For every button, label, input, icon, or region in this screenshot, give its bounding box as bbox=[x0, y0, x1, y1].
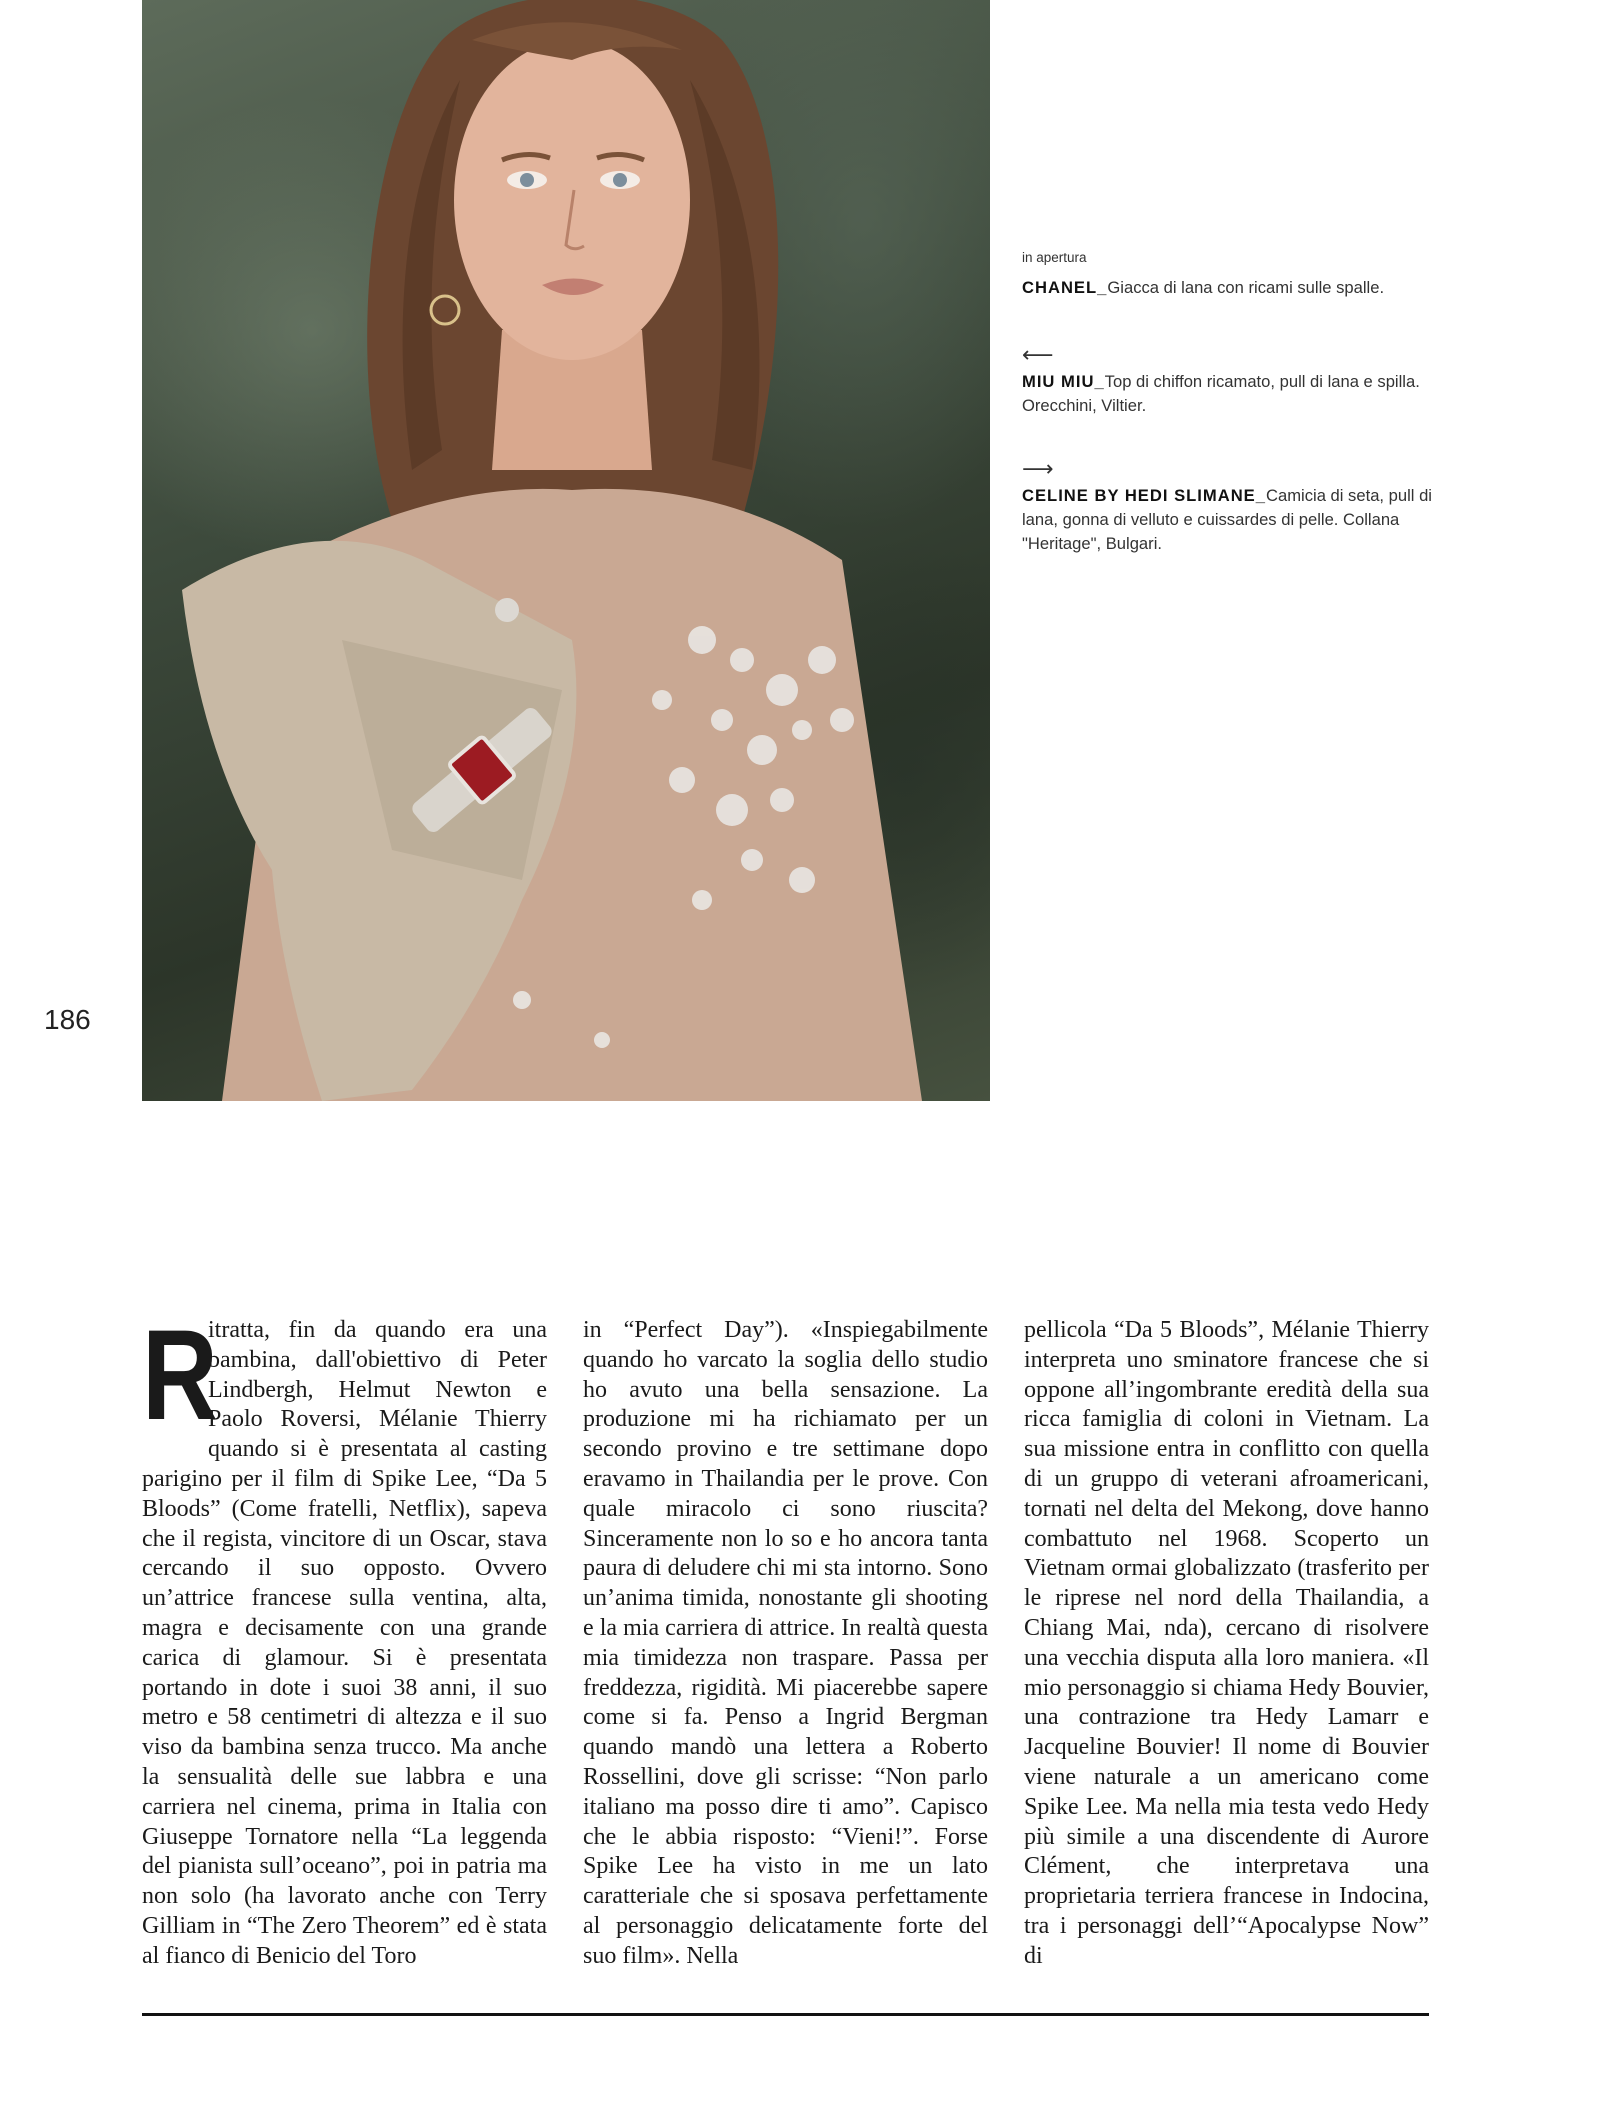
caption-text: Top di chiffon ricamato, pull di lana e spilla. Orecchini, Viltier. bbox=[1022, 372, 1420, 415]
article-column-2 bbox=[583, 1316, 988, 1972]
bottom-rule bbox=[142, 2013, 1429, 2016]
arrow-right-icon: ⟶ bbox=[1022, 456, 1052, 481]
portrait-illustration bbox=[142, 0, 990, 1101]
caption-label: in apertura bbox=[1022, 250, 1087, 265]
article-column-3 bbox=[1024, 1316, 1429, 1972]
caption-brand: MIU MIU_ bbox=[1022, 372, 1105, 391]
caption-brand: CHANEL_ bbox=[1022, 278, 1108, 297]
photo-captions bbox=[1022, 246, 1432, 574]
article-body bbox=[142, 1304, 1429, 1972]
article-column-1 bbox=[142, 1304, 547, 1972]
article-text: itratta, fin da quando era una bambina, dall'obiettivo di Peter Lindbergh, Helmut Newton e Paolo Roversi, Mélanie Thierry quando si è presentata al casting parigino per il film di Spike Lee, “Da 5 Bloods” (Come fratelli, Netflix), sapeva che il regista, vincitore di un Oscar, stava cercando il suo opposto. Ovvero un’attrice francese sulla ventina, alta, magra e decisamente con una grande carica di glamour. Si è presentata portando in dote i suoi 38 anni, il suo metro e 58 centimetri di altezza e il suo viso da bambina senza trucco. Ma anche la sensualità delle sue labbra e una carriera nel cinema, prima in Italia con Giuseppe Tornatore nella “La leggenda del pianista sull’oceano”, poi in patria ma non solo (ha lavorato anche con Terry Gilliam in “The Zero Theorem” ed è stata al fianco di Benicio del Toro bbox=[142, 1317, 547, 1969]
portrait-photo bbox=[142, 0, 990, 1101]
article-text: in “Perfect Day”). «Inspiegabilmente quando ho varcato la soglia dello studio ho avuto una bella sensazione. La produzione mi ha richiamato per un secondo provino e tre settimane dopo eravamo in Thailandia per le prove. Con quale miracolo ci sono riuscita? Sinceramente non lo so e ho ancora tanta paura di deludere chi mi sta intorno. Sono un’anima timida, nonostante gli shooting e la mia carriera di attrice. In realtà questa mia timidezza non traspare. Passa per freddezza, rigidità. Mi piacerebbe sapere come si fa. Penso a Ingrid Bergman quando mandò una lettera a Roberto Rossellini, dove gli scrisse: “Non parlo italiano ma posso dire ti amo”. Capisco che le abbia risposto: “Vieni!”. Forse Spike Lee ha visto in me un lato caratteriale che si sposava perfettamente al personaggio delicatamente forte del suo film». Nella bbox=[583, 1317, 988, 1969]
caption-miu-miu bbox=[1022, 344, 1432, 418]
caption-text: Giacca di lana con ricami sulle spalle. bbox=[1107, 278, 1385, 297]
page-number: 186 bbox=[44, 1004, 91, 1035]
arrow-left-icon: ⟵ bbox=[1022, 342, 1052, 367]
drop-cap: R bbox=[142, 1304, 215, 1447]
pendant bbox=[495, 598, 519, 622]
article-text: pellicola “Da 5 Bloods”, Mélanie Thierry interpreta uno sminatore francese che si oppone all’ingombrante eredità della sua ricca famiglia di coloni in Vietnam. La sua missione entra in conflitto con quella di un gruppo di veterani afroamericani, tornati nel delta del Mekong, dove hanno combattuto nel 1968. Scoperto un Vietnam ormai globalizzato (trasferito per le riprese nel nord della Thailandia, a Chiang Mai, nda), cercano di risolvere una vecchia disputa alla loro maniera. «Il mio personaggio si chiama Hedy Bouvier, una contrazione tra Hedy Lamarr e Jacqueline Bouvier! Il nome di Bouvier viene naturale a un americano come Spike Lee. Ma nella mia testa vedo Hedy più simile a una discendente di Aurore Clément, che interpretava una proprietaria terriera francese in Indocina, tra i personaggi dell’“Apocalypse Now” di bbox=[1024, 1317, 1429, 1969]
caption-text: Camicia di seta, pull di lana, gonna di velluto e cuissardes di pelle. Collana "Heritage", Bulgari. bbox=[1022, 486, 1432, 553]
caption-chanel bbox=[1022, 276, 1432, 300]
caption-celine bbox=[1022, 458, 1432, 556]
caption-brand: CELINE BY HEDI SLIMANE_ bbox=[1022, 486, 1266, 505]
